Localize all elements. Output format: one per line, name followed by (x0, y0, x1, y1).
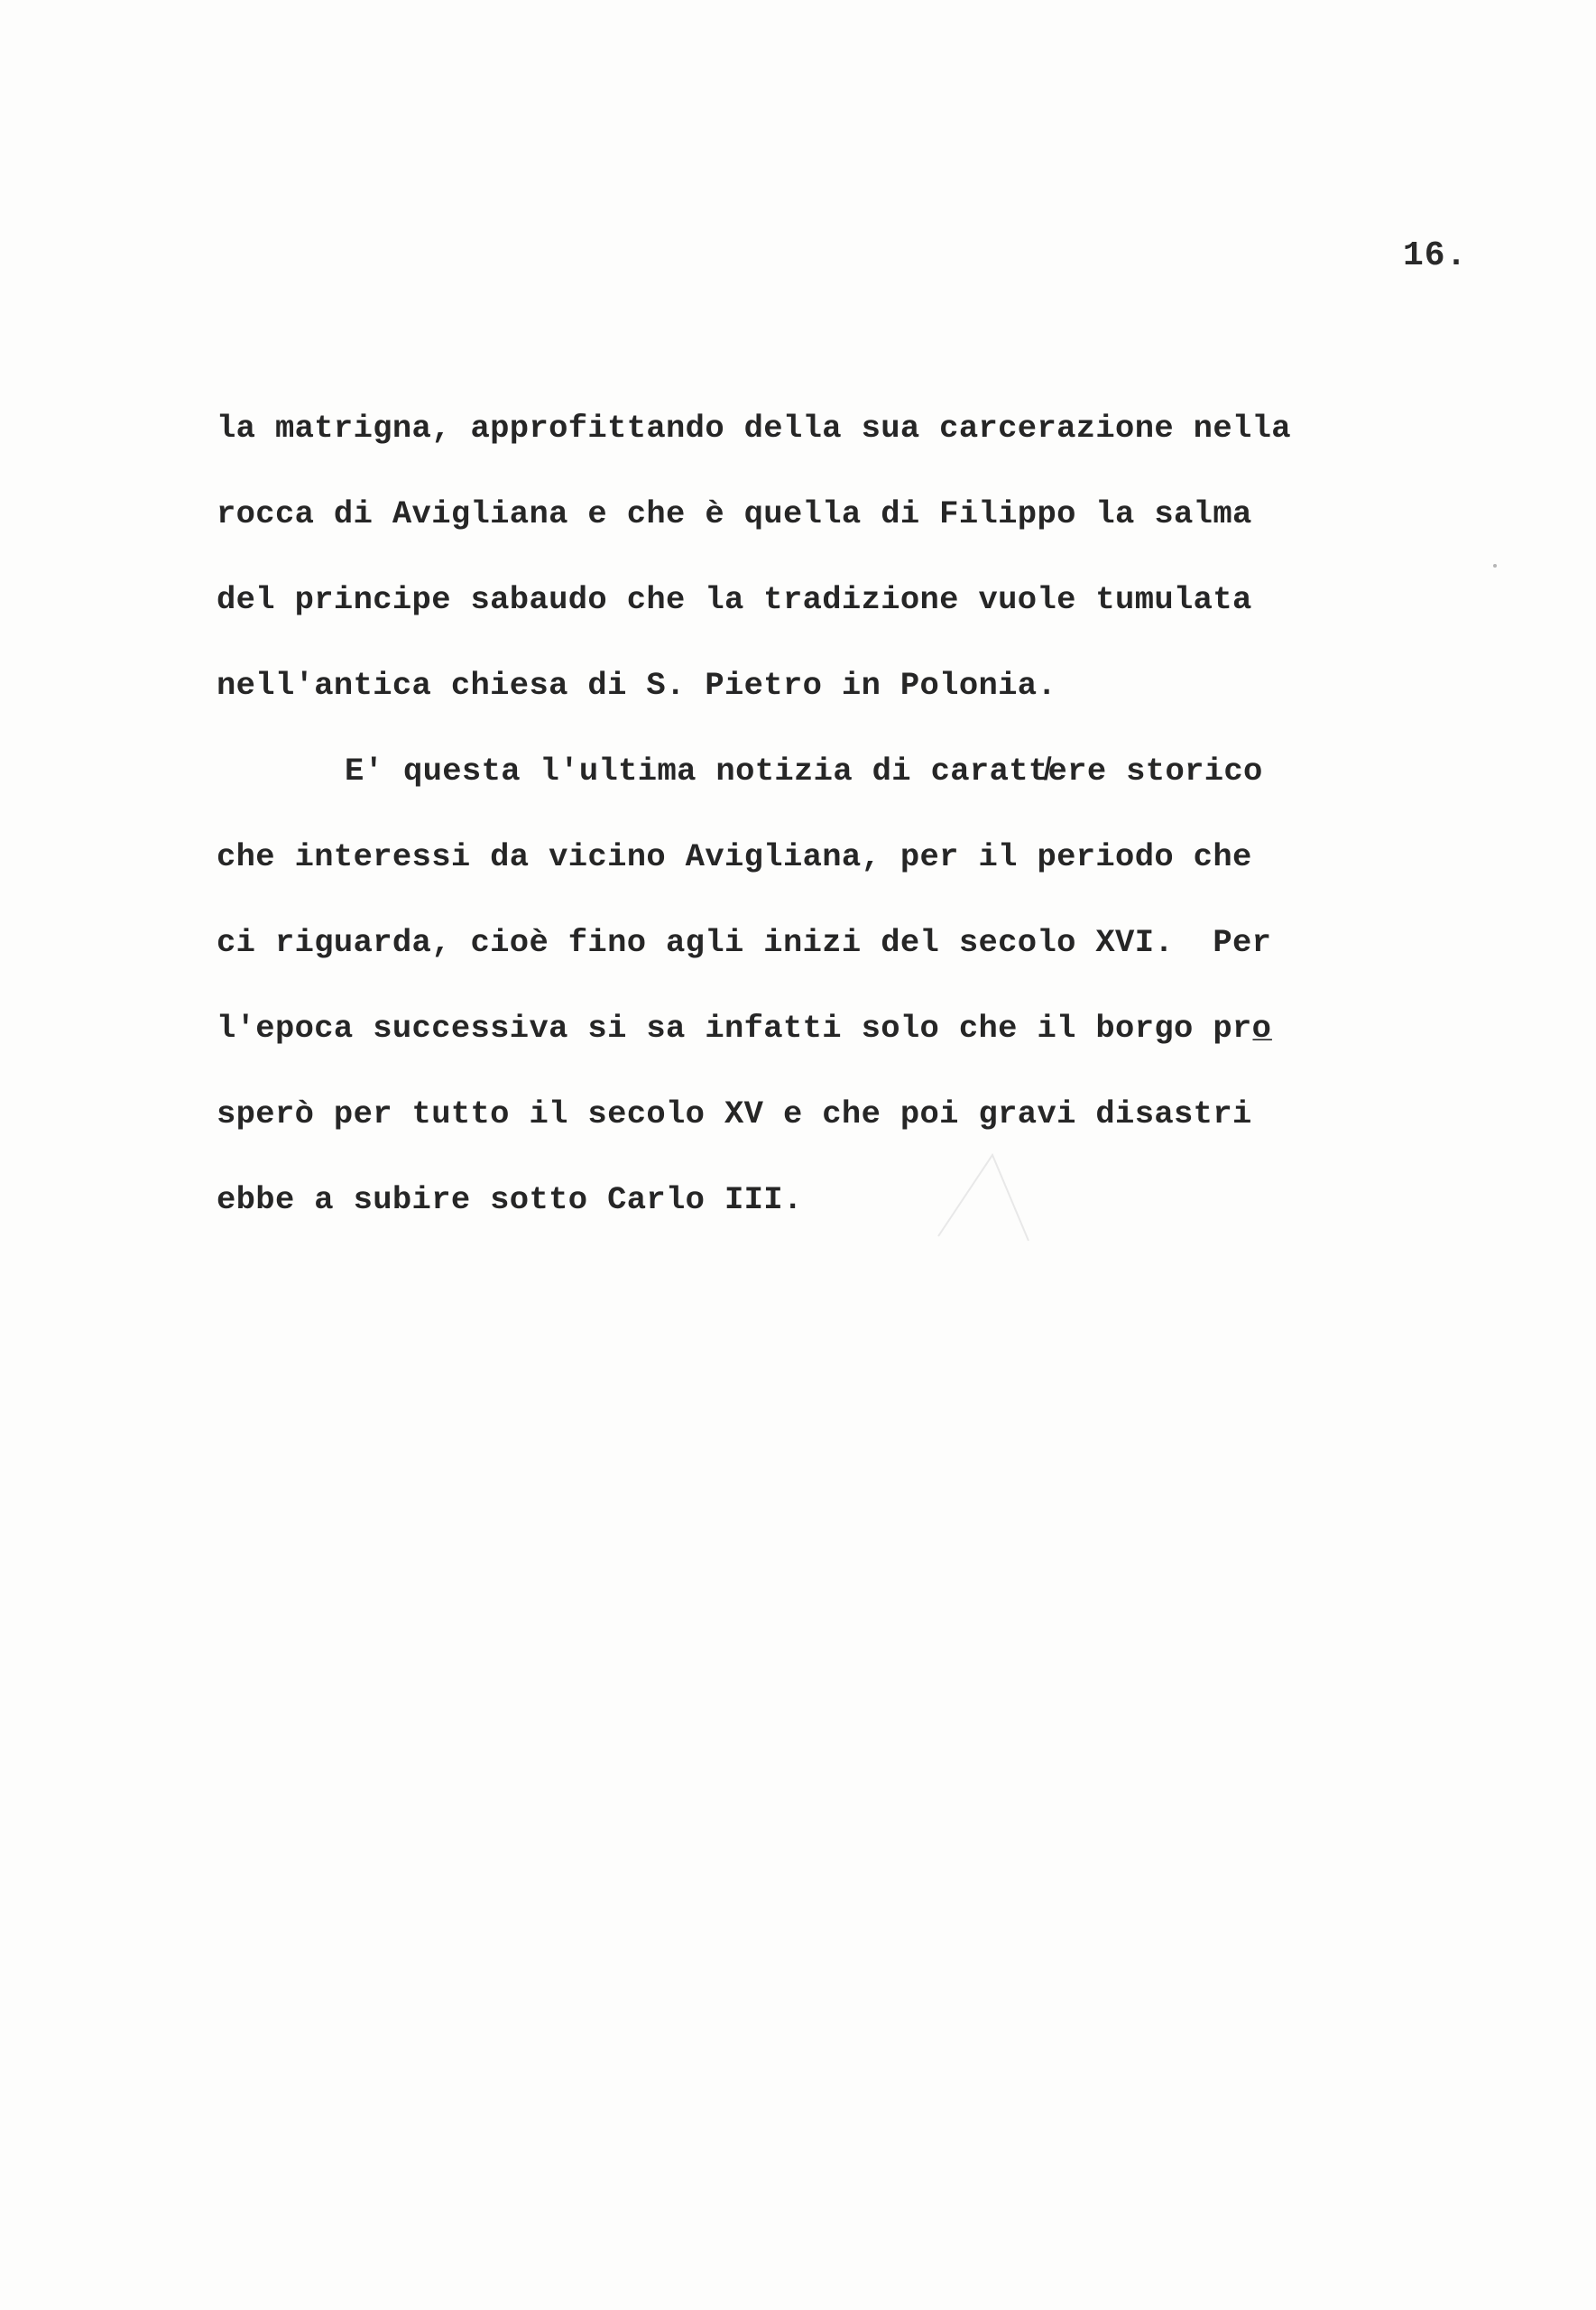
text-line: ebbe a subire sotto Carlo III. (217, 1181, 803, 1218)
text-line: l'epoca successiva si sa infatti solo che il borgo pro̲ (217, 1010, 1272, 1047)
text-line: rocca di Avigliana e che è quella di Filippo la salma (217, 495, 1252, 532)
text-line: E' questa l'ultima notizia di caratt̸ere storico (345, 753, 1263, 790)
text-line: nell'antica chiesa di S. Pietro in Polonia. (217, 667, 1057, 704)
text-line: ci riguarda, cioè fino agli inizi del secolo XVI. Per (217, 924, 1272, 961)
text-line: che interessi da vicino Avigliana, per il periodo che (217, 838, 1252, 875)
text-line: sperò per tutto il secolo XV e che poi gravi disastri (217, 1095, 1252, 1132)
paper-speck (1493, 564, 1497, 568)
faint-pencil-mark (929, 1146, 1038, 1245)
page-number: 16. (1403, 236, 1468, 275)
text-line: la matrigna, approfittando della sua carcerazione nella (217, 410, 1291, 447)
text-line: del principe sabaudo che la tradizione vuole tumulata (217, 581, 1252, 618)
body-text (217, 402, 1462, 1259)
